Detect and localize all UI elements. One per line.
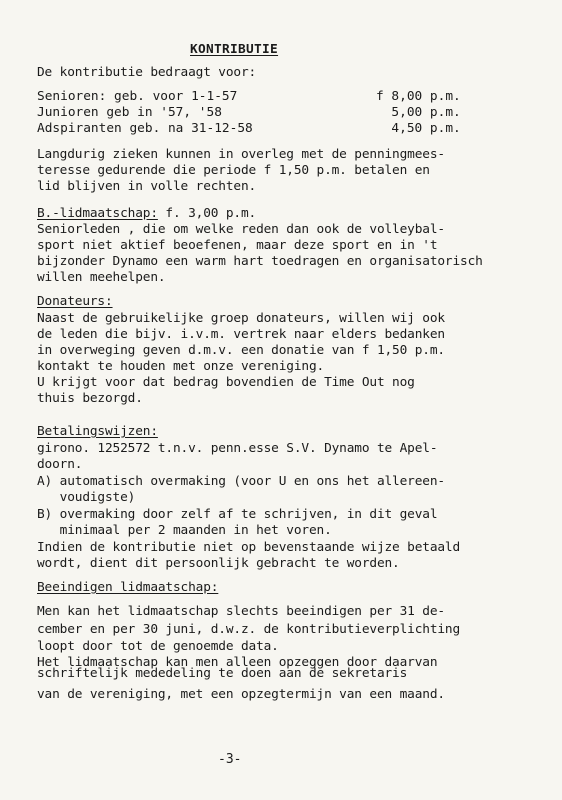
text-line: teresse gedurende die periode f 1,50 p.m. betalen en xyxy=(37,163,430,178)
b-membership-heading: B.-lidmaatschap: xyxy=(37,206,158,221)
fee-amount-senior: f 8,00 p.m. xyxy=(376,89,461,104)
text-line: doorn. xyxy=(37,457,83,472)
text-line: girono. 1252572 t.n.v. penn.esse S.V. Dynamo te Apel- xyxy=(37,441,438,456)
section-heading: Betalingswijzen: xyxy=(37,424,158,439)
fee-amount-aspirant: 4,50 p.m. xyxy=(376,121,461,136)
text-line: cember en per 30 juni, d.w.z. de kontributieverplichting xyxy=(37,622,461,637)
list-item: A) automatisch overmaking (voor U en ons het allereen- xyxy=(37,474,445,489)
text-line: van de vereniging, met een opzegtermijn van een maand. xyxy=(37,687,445,702)
b-membership-fee: f. 3,00 p.m. xyxy=(157,206,257,221)
text-line: U krijgt voor dat bedrag bovendien de Time Out nog xyxy=(37,375,415,390)
text-line: willen meehelpen. xyxy=(37,270,166,285)
text-line: Seniorleden , die om welke reden dan ook de volleybal- xyxy=(37,222,445,237)
fee-label-senior: Senioren: geb. voor 1-1-57 xyxy=(37,89,238,104)
list-item-continuation: minimaal per 2 maanden in het voren. xyxy=(37,523,332,538)
text-line: kontakt te houden met onze vereniging. xyxy=(37,359,325,374)
fee-label-junior: Junioren geb in '57, '58 xyxy=(37,105,222,120)
text-line: in overweging geven d.m.v. een donatie van f 1,50 p.m. xyxy=(37,343,445,358)
text-line-overtyped: schriftelijk mededeling te doen aan de sekretaris xyxy=(37,666,408,681)
intro-line: De kontributie bedraagt voor: xyxy=(37,65,257,80)
text-line: de leden die bijv. i.v.m. vertrek naar elders bedanken xyxy=(37,327,445,342)
section-heading xyxy=(37,206,256,222)
list-item-continuation: voudigste) xyxy=(37,490,136,505)
page-number: -3- xyxy=(218,752,242,767)
text-line: Indien de kontributie niet op bevenstaande wijze betaald xyxy=(37,540,461,555)
text-line: Langdurig zieken kunnen in overleg met de penningmees- xyxy=(37,147,445,162)
section-heading: Donateurs: xyxy=(37,294,113,309)
list-item: B) overmaking door zelf af te schrijven, in dit geval xyxy=(37,507,438,522)
text-line: thuis bezorgd. xyxy=(37,391,143,406)
text-line: bijzonder Dynamo een warm hart toedragen en organisatorisch xyxy=(37,254,483,269)
fee-label-aspirant: Adspiranten geb. na 31-12-58 xyxy=(37,121,253,136)
text-line: lid blijven in volle rechten. xyxy=(37,179,257,194)
text-line: Het lidmaatschap kan men alleen opzeggen door daarvan xyxy=(37,655,438,670)
text-line: sport niet aktief beoefenen, maar deze sport en in 't xyxy=(37,238,438,253)
section-heading: Beeindigen lidmaatschap: xyxy=(37,580,219,595)
text-line: Naast de gebruikelijke groep donateurs, willen wij ook xyxy=(37,311,445,326)
fee-amount-junior: 5,00 p.m. xyxy=(376,105,461,120)
page-title: KONTRIBUTIE xyxy=(190,42,279,57)
text-line: loopt door tot de genoemde data. xyxy=(37,639,279,654)
text-line: wordt, dient dit persoonlijk gebracht te worden. xyxy=(37,556,400,571)
text-line: Men kan het lidmaatschap slechts beeindigen per 31 de- xyxy=(37,604,445,619)
